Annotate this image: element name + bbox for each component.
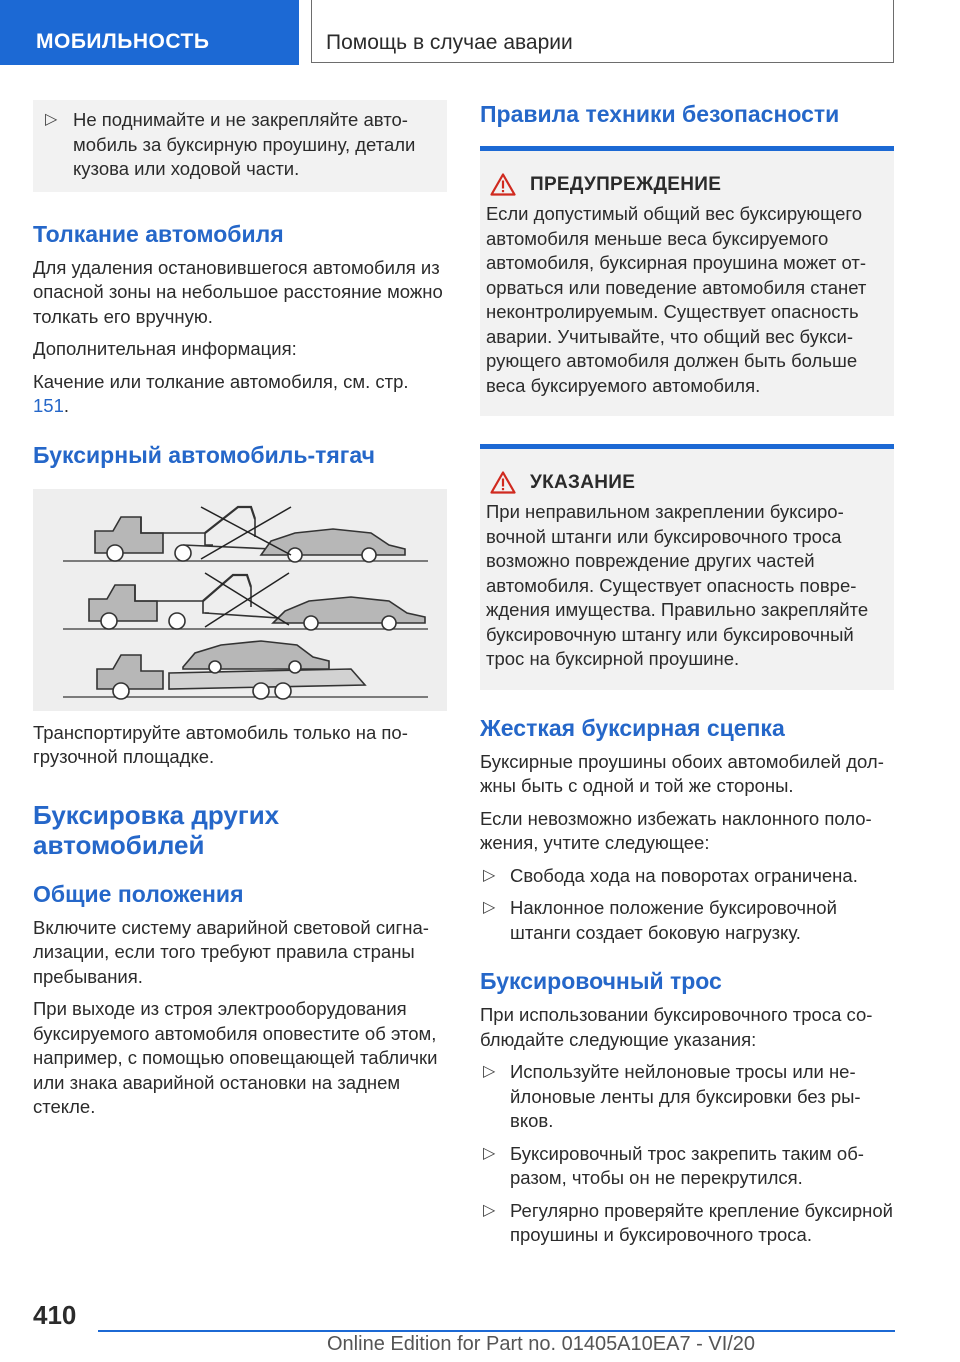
notice-label: УКАЗАНИЕ	[530, 471, 636, 493]
chapter-header	[311, 0, 894, 63]
warning-label: ПРЕДУПРЕЖДЕНИЕ	[530, 173, 722, 195]
top-bullet-box	[33, 100, 447, 192]
rigid-text-1: Буксирные проушины обоих автомобилей должны быть с одной и той же стороны.	[480, 750, 884, 796]
tow-truck-caption: Транспортируйте автомобиль только на погрузочной площадке.	[33, 721, 408, 767]
page-number: 410	[33, 1300, 77, 1330]
tow-truck-drawing	[33, 489, 447, 711]
pushing-reference: Качение или толкание автомобиля, см. стр. 151.	[33, 370, 409, 416]
warning-box	[480, 146, 894, 416]
list-item: ▷ Свобода хода на поворотах ограничена.	[480, 864, 894, 889]
bullet-triangle-icon: ▷	[483, 899, 496, 916]
warning-triangle-icon	[490, 471, 516, 494]
section-title: МОБИЛЬНОСТЬ	[36, 30, 210, 53]
bullet-triangle-icon: ▷	[45, 111, 58, 128]
bullet-triangle-icon: ▷	[483, 1144, 496, 1162]
heading-safety: Правила техники безопасности	[480, 101, 840, 127]
rigid-text-2: Если невозможно избежать наклонного положения, учтите следующее:	[480, 807, 872, 853]
bullet-triangle-icon: ▷	[483, 1201, 496, 1219]
chapter-title: Помощь в случае аварии	[326, 31, 573, 54]
notice-title	[486, 471, 878, 494]
heading-pushing: Толкание автомобиля	[33, 220, 284, 247]
tow-truck-illustration	[33, 489, 447, 711]
notice-text: При неправильном закреплении буксировочной штанги или буксировочного троса возможно повреждение других частей автомобиля. Существует опасность повреждения имущества. Правильно закрепляйте буксировочную штангу или буксировочный трос на буксирной проушине.	[486, 501, 869, 669]
heading-towing-others: Буксировка других автомобилей	[33, 799, 280, 860]
list-item: ▷ Регулярно проверяйте крепление буксирной проушины и буксировочного троса.	[483, 1199, 893, 1245]
heading-general: Общие положения	[33, 880, 244, 907]
edition-text: Online Edition for Part no. 01405A10EA7 - VI/20	[327, 1333, 756, 1355]
footer-divider	[98, 1330, 895, 1332]
general-text-2: При выходе из строя электрооборудования буксируемого автомобиля оповестите об этом, например, с помощью оповещающей таблички или знака аварийной остановки на заднем стекле.	[33, 998, 438, 1117]
right-column	[480, 100, 894, 1256]
bullet-triangle-icon: ▷	[483, 1063, 496, 1080]
list-item: ▷ Наклонное положение буксировочной штанги создает боковую нагрузку.	[483, 897, 837, 943]
warning-triangle-icon	[490, 173, 516, 196]
warning-text: Если допустимый общий вес буксирующего автомобиля меньше веса буксируемого автомобиля, буксирная проушина может оторваться или поведение автомобиля станет неконтролируемым. Существует опасность аварии. Учитывайте, что общий вес буксирующего автомобиля должен быть больше веса буксируемого автомобиля.	[486, 203, 867, 396]
bullet-triangle-icon: ▷	[483, 866, 496, 884]
general-text-1: Включите систему аварийной световой сигнализации, если того требуют правила страны пребывания.	[33, 916, 429, 987]
page-link[interactable]: 151	[33, 395, 64, 416]
list-item: ▷ Буксировочный трос закрепить таким образом, чтобы он не перекрутился.	[483, 1142, 864, 1188]
pushing-text: Для удаления остановившегося автомобиля из опасной зоны на небольшое расстояние можно толкать его вручную.	[33, 256, 443, 327]
list-item: ▷ Используйте нейлоновые тросы или нейлоновые ленты для буксировки без рывков.	[483, 1061, 861, 1131]
notice-box	[480, 444, 894, 690]
heading-rigid-coupling: Жесткая буксирная сцепка	[480, 714, 785, 741]
section-tab	[0, 0, 299, 65]
heading-tow-rope: Буксировочный трос	[480, 968, 722, 994]
left-column	[33, 100, 447, 1128]
list-item: ▷ Не поднимайте и не закрепляйте автомобиль за буксирную проушину, детали кузова или ходовой части.	[45, 109, 416, 179]
more-info-label: Дополнительная информация:	[33, 338, 297, 359]
warning-title	[486, 173, 878, 196]
heading-tow-truck: Буксирный автомобиль-тягач	[33, 441, 375, 468]
rope-text: При использовании буксировочного троса соблюдайте следующие указания:	[480, 1004, 873, 1050]
